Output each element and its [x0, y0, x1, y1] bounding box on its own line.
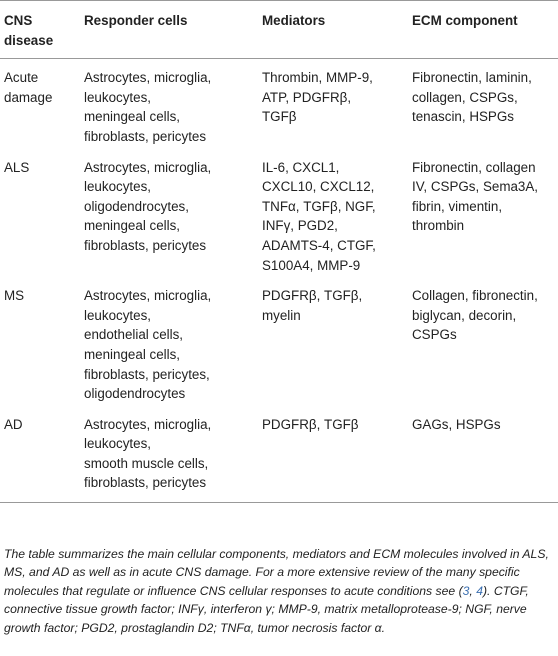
table-row [0, 406, 558, 503]
caption-separator: , [469, 583, 477, 598]
disease-cell: MS [4, 288, 25, 304]
responder-cells-cell: Astrocytes, microglia, leukocytes, oligodendrocytes, meningeal cells, fibroblasts, pericytes [84, 159, 212, 253]
table-row [0, 277, 558, 406]
table-row [0, 149, 558, 278]
responder-cells-cell: Astrocytes, microglia, leukocytes, endothelial cells, meningeal cells, fibroblasts, pericytes, oligodendrocytes [84, 288, 212, 402]
reference-link-3[interactable]: 3 [462, 583, 470, 598]
header-row [0, 1, 558, 59]
disease-cell: AD [0, 406, 80, 503]
header-cns-disease: CNS disease [0, 1, 80, 59]
reference-link-4[interactable]: 4 [476, 583, 483, 598]
table-caption [0, 545, 558, 637]
ecm-component-cell: Fibronectin, laminin, collagen, CSPGs, tenascin, HSPGs [412, 70, 532, 125]
disease-cell: Acute damage [4, 70, 53, 105]
responder-cells-cell: Astrocytes, microglia, leukocytes, smooth muscle cells, fibroblasts, pericytes [80, 406, 258, 503]
header-mediators: Mediators [258, 1, 408, 59]
ecm-component-cell: Collagen, fibronectin, biglycan, decorin, CSPGs [412, 288, 538, 343]
ecm-component-cell: GAGs, HSPGs [408, 406, 558, 503]
caption-text-start: The table summarizes the main cellular components, mediators and ECM molecules involved in ALS, MS, and AD as well as in acute CNS damage. For a more extensive review of the many specific molecules that regulate or influence CNS cellular responses to acute conditions see ( [4, 547, 549, 598]
disease-cell: ALS [4, 159, 30, 175]
mediators-cell: Thrombin, MMP-9, ATP, PDGFRβ, TGFβ [262, 70, 373, 125]
header-responder-cells: Responder cells [80, 1, 258, 59]
mediators-cell: PDGFRβ, TGFβ [258, 406, 408, 503]
mediators-cell: IL-6, CXCL1, CXCL10, CXCL12, TNFα, TGFβ, NGF, INFγ, PGD2, ADAMTS-4, CTGF, S100A4, MMP-9 [262, 159, 376, 273]
caption-text-end: ). CTGF, connective tissue growth factor; INFγ, interferon γ; MMP-9, matrix metalloprotease-9; NGF, nerve growth factor; PGD2, prostaglandin D2; TNFα, tumor necrosis factor α. [4, 583, 529, 635]
header-ecm-component: ECM component [408, 1, 558, 59]
mediators-cell: PDGFRβ, TGFβ, myelin [262, 288, 363, 323]
ecm-component-cell: Fibronectin, collagen IV, CSPGs, Sema3A, fibrin, vimentin, thrombin [412, 159, 539, 234]
responder-cells-cell: Astrocytes, microglia, leukocytes, meningeal cells, fibroblasts, pericytes [84, 70, 212, 144]
table-row [0, 59, 558, 149]
